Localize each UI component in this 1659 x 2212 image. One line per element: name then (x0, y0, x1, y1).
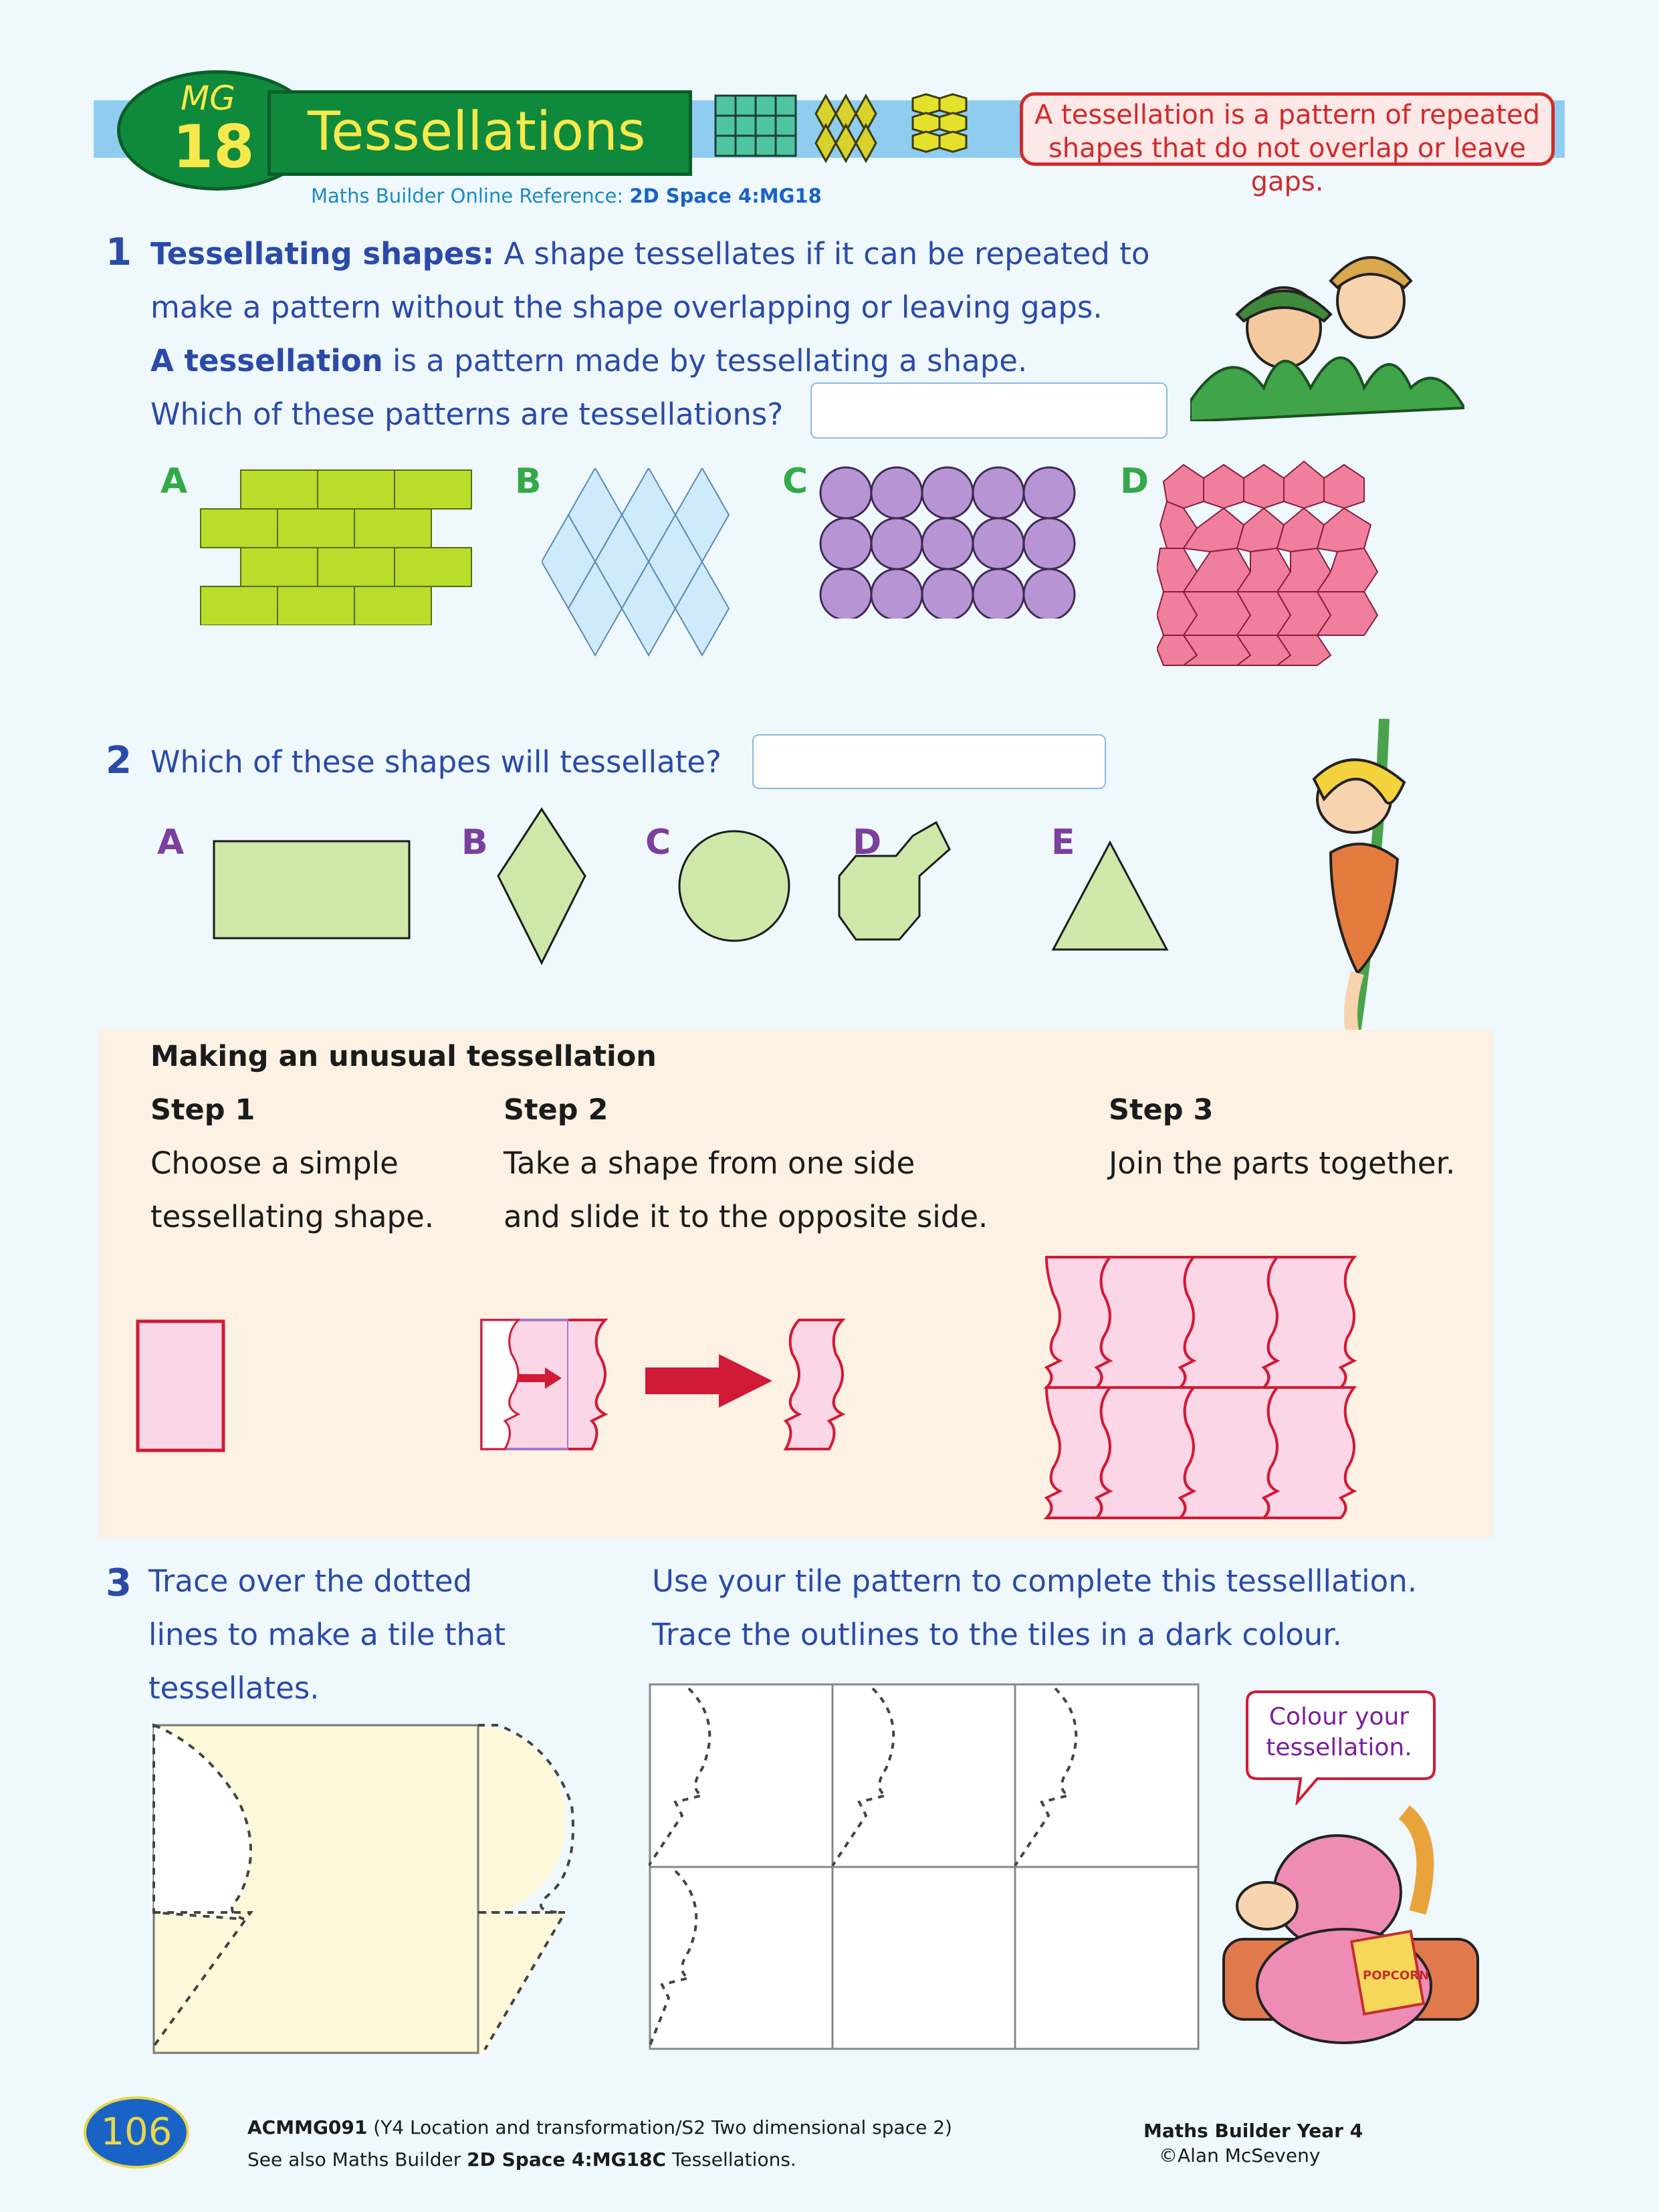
pattern-a-bricks (194, 465, 475, 625)
q2-shapes (201, 802, 1217, 976)
q2-option-a-label: A (157, 822, 185, 863)
footer-book: Maths Builder Year 4 (1143, 2120, 1363, 2142)
popcorn-label: POPCORN (1363, 1969, 1430, 1983)
footer-code-line (247, 2116, 952, 2138)
step1-line1: Choose a simple (150, 1145, 399, 1181)
girl-on-vine-cartoon (1297, 719, 1458, 1063)
q3-trace-tile[interactable] (150, 1719, 578, 2066)
step1-rectangle (134, 1317, 234, 1458)
speech-line2: tessellation. (1266, 1734, 1412, 1761)
brick (201, 509, 278, 548)
footer-copyright: ©Alan McSeveny (1159, 2144, 1321, 2167)
q2-answer-field[interactable] (752, 734, 1106, 789)
brick (318, 470, 395, 509)
explorers-cartoon (1190, 227, 1464, 421)
q1-line1: A shape tessellates if it can be repeated to (494, 236, 1150, 271)
q2-question: Which of these shapes will tessellate? (150, 744, 722, 780)
footer-see-also-suffix: Tessellations. (666, 2148, 796, 2171)
shape-a-rectangle (214, 841, 409, 938)
q1-option-d-label: D (1120, 461, 1149, 502)
pattern-b-diamonds (542, 468, 742, 669)
online-reference (311, 185, 822, 207)
step2-line1: Take a shape from one side (504, 1145, 915, 1181)
slide-arrow-icon (645, 1354, 772, 1408)
shape-c-circle (679, 831, 789, 941)
brick (318, 548, 395, 586)
page-title: Tessellations (308, 100, 646, 162)
pattern-c-circles (819, 465, 1087, 619)
step2-text (504, 1137, 988, 1244)
badge-number: 18 (173, 112, 255, 181)
q1-term-tessellation: A tessellation (150, 343, 383, 378)
step3-line1: Join the parts together. (1109, 1145, 1456, 1181)
brick (241, 470, 318, 509)
q1-line2: make a pattern without the shape overlapping or leaving gaps. (150, 290, 1103, 325)
brick (354, 509, 431, 548)
footer-code: ACMMG091 (247, 2116, 368, 2138)
q1-number: 1 (106, 231, 132, 274)
speech-text (1250, 1702, 1428, 1763)
pattern-d-pentagons (1157, 455, 1404, 669)
footer-see-also-prefix: See also Maths Builder (247, 2148, 467, 2171)
speech-line1: Colour your (1268, 1703, 1410, 1731)
q1-answer-field[interactable] (810, 382, 1168, 439)
q3-right-line1: Use your tile pattern to complete this tesselllation. (652, 1563, 1418, 1599)
shape-d-octagon-tab (839, 822, 950, 939)
q3-number: 3 (106, 1561, 132, 1605)
q1-question: Which of these patterns are tessellations? (150, 397, 784, 432)
q2-option-b-label: B (461, 822, 488, 863)
q3-completion-grid[interactable] (649, 1682, 1200, 2053)
brick (278, 509, 354, 548)
q3-right-line2: Trace the outlines to the tiles in a dark colour. (652, 1617, 1342, 1652)
brick (241, 548, 318, 586)
elephant-popcorn-cartoon (1217, 1799, 1484, 2053)
q3-left-text (148, 1555, 506, 1715)
step2-slide-diagram (478, 1314, 933, 1461)
brick (354, 586, 431, 625)
footer-code-desc: (Y4 Location and transformation/S2 Two dimensional space 2) (367, 2116, 952, 2138)
diamond-tile-icon (816, 96, 876, 161)
rect-tile-icon (715, 96, 796, 156)
q1-line3: is a pattern made by tessellating a shape. (382, 343, 1028, 378)
definition-box (1020, 92, 1555, 197)
step3-text (1109, 1137, 1455, 1190)
step3-joined-tessellation (1043, 1254, 1444, 1521)
brick (201, 586, 278, 625)
definition-line1: A tessellation is a pattern of repeated (1034, 100, 1540, 130)
step2-line2: and slide it to the opposite side. (504, 1199, 988, 1234)
online-ref-value: 2D Space 4:MG18 (629, 185, 822, 207)
footer-see-also (247, 2148, 796, 2171)
q3-right-text (652, 1555, 1417, 1662)
q2-option-e-label: E (1051, 822, 1075, 863)
hex-tile-icon (913, 94, 966, 152)
definition-line2: shapes that do not overlap or leave gaps. (1048, 133, 1527, 197)
q1-option-c-label: C (782, 461, 808, 502)
q1-option-b-label: B (515, 461, 542, 502)
brick (278, 586, 354, 625)
page-number: 106 (84, 2096, 189, 2169)
q2-option-d-label: D (853, 822, 882, 863)
q1-term-tessellating-shapes: Tessellating shapes: (150, 236, 495, 271)
step1-line2: tessellating shape. (150, 1199, 435, 1234)
q3-left-line1: Trace over the dotted (148, 1563, 473, 1599)
footer-see-also-ref: 2D Space 4:MG18C (467, 2148, 667, 2171)
online-ref-label: Maths Builder Online Reference: (311, 185, 624, 207)
q3-left-line3: tessellates. (148, 1670, 320, 1706)
q2-number: 2 (106, 739, 132, 782)
badge-prefix: MG (181, 79, 235, 118)
q3-left-line2: lines to make a tile that (148, 1617, 506, 1652)
shape-b-rhombus (498, 809, 585, 963)
panel-heading: Making an unusual tessellation (150, 1040, 657, 1073)
step1-text (150, 1137, 434, 1244)
q1-option-a-label: A (160, 461, 188, 502)
step3-title: Step 3 (1109, 1093, 1214, 1127)
q2-option-c-label: C (645, 822, 671, 863)
step1-title: Step 1 (150, 1093, 255, 1127)
brick (395, 470, 471, 509)
header-tessellation-icons (709, 90, 996, 167)
step2-title: Step 2 (504, 1093, 609, 1127)
brick (395, 548, 471, 586)
shape-e-triangle (1053, 843, 1167, 950)
